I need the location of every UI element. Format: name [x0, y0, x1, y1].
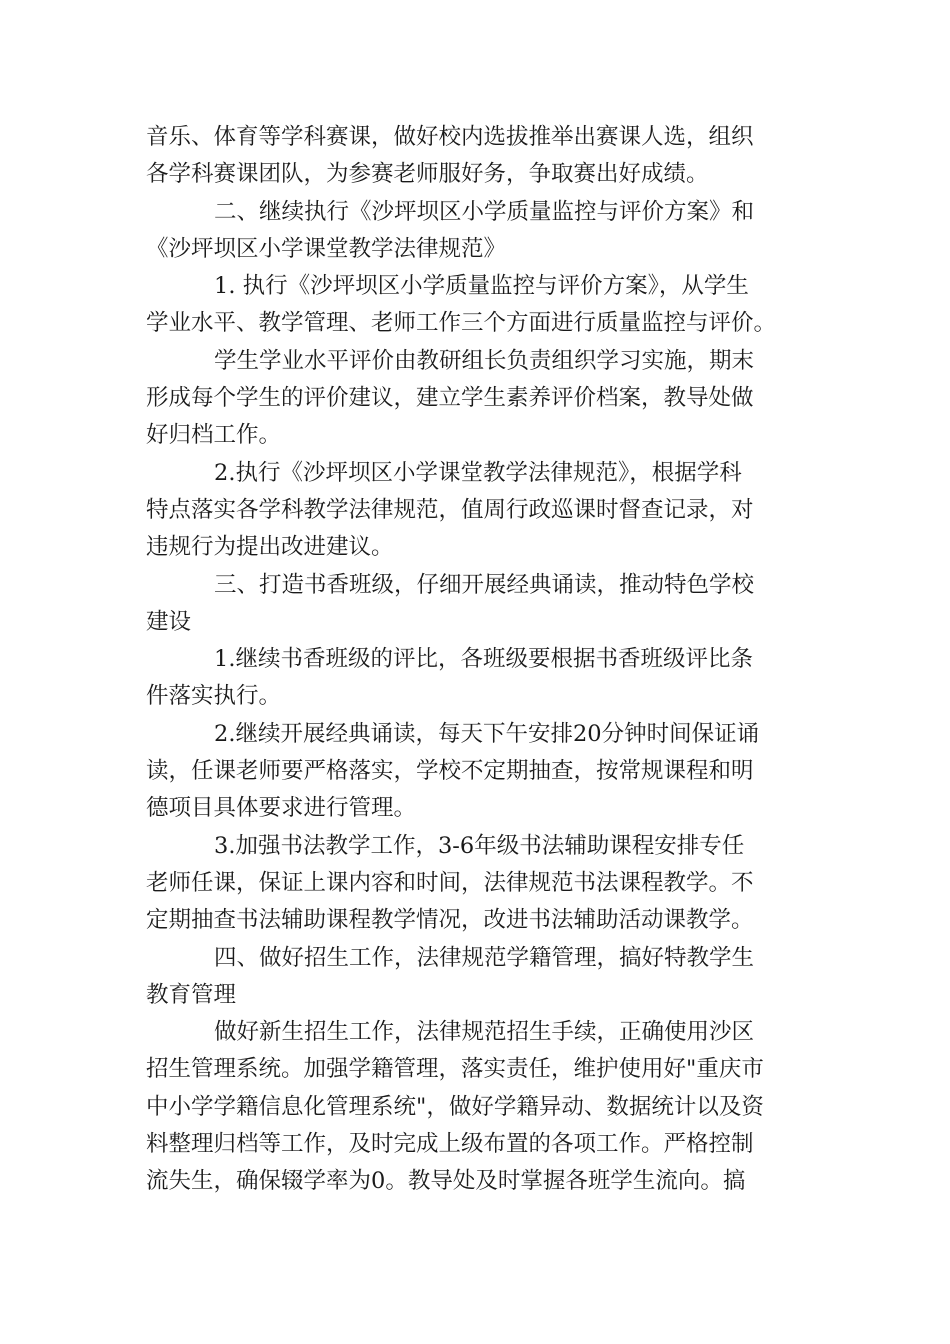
text-line: 教育管理: [146, 981, 237, 1008]
text-line: 形成每个学生的评价建议，建立学生素养评价档案，教导处做: [146, 385, 754, 412]
text-line: 德项目具体要求进行管理。: [146, 795, 417, 822]
paragraph-first-line: 2.执行《沙坪坝区小学课堂教学法律规范》，根据学科: [214, 459, 742, 486]
text-line: 件落实执行。: [146, 683, 282, 710]
paragraph-first-line: 三、打造书香班级，仔细开展经典诵读，推动特色学校: [214, 571, 755, 598]
paragraph-first-line: 3.加强书法教学工作，3-6年级书法辅助课程安排专任: [214, 832, 745, 859]
text-line: 特点落实各学科教学法律规范，值周行政巡课时督查记录，对: [146, 496, 754, 523]
paragraph-first-line: 四、做好招生工作，法律规范学籍管理，搞好特教学生: [214, 944, 755, 971]
paragraph-first-line: 二、继续执行《沙坪坝区小学质量监控与评价方案》和: [214, 198, 755, 225]
paragraph-first-line: 2.继续开展经典诵读，每天下午安排20分钟时间保证诵: [214, 720, 760, 747]
paragraph-first-line: 1. 执行《沙坪坝区小学质量监控与评价方案》，从学生: [214, 273, 749, 300]
text-line: 读，任课老师要严格落实，学校不定期抽查，按常规课程和明: [146, 758, 754, 785]
text-line: 建设: [146, 608, 192, 635]
text-line: 各学科赛课团队，为参赛老师服好务，争取赛出好成绩。: [146, 161, 709, 188]
paragraph-first-line: 1.继续书香班级的评比，各班级要根据书香班级评比条: [214, 646, 753, 673]
body-text: [146, 119, 806, 1201]
text-line: 老师任课，保证上课内容和时间，法律规范书法课程教学。不: [146, 869, 754, 896]
text-line: 《沙坪坝区小学课堂教学法律规范》: [146, 235, 507, 262]
text-line: 招生管理系统。加强学籍管理，落实责任，维护使用好"重庆市: [146, 1056, 764, 1083]
text-line: 违规行为提出改进建议。: [146, 534, 394, 561]
text-line: 学业水平、教学管理、老师工作三个方面进行质量监控与评价。: [146, 310, 777, 337]
paragraph-first-line: 学生学业水平评价由教研组长负责组织学习实施，期末: [214, 347, 755, 374]
text-line: 料整理归档等工作，及时完成上级布置的各项工作。严格控制: [146, 1131, 754, 1158]
paragraph-first-line: 做好新生招生工作，法律规范招生手续，正确使用沙区: [214, 1019, 755, 1046]
text-line: 中小学学籍信息化管理系统"，做好学籍异动、数据统计以及资: [146, 1093, 764, 1120]
text-line: 定期抽查书法辅助课程教学情况，改进书法辅助活动课教学。: [146, 907, 754, 934]
text-line: 音乐、体育等学科赛课，做好校内选拔推举出赛课人选，组织: [146, 124, 754, 150]
text-line: 好归档工作。: [146, 422, 282, 449]
text-line: 流失生，确保辍学率为0。教导处及时掌握各班学生流向。搞: [146, 1168, 746, 1195]
